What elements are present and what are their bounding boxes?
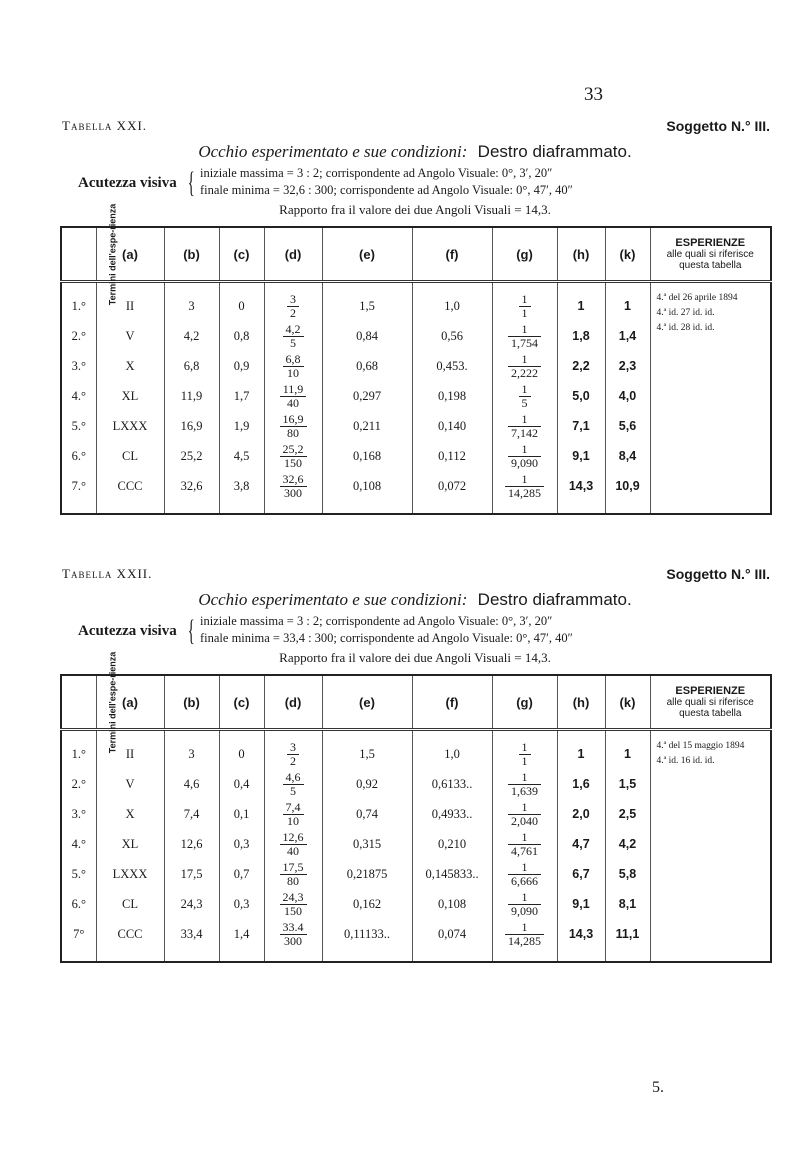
cell-g	[492, 829, 557, 859]
numerator: 1	[521, 291, 528, 306]
cell-termine: 4.°	[71, 836, 86, 851]
cell-e: 0,297	[322, 381, 412, 411]
cell-f: 1,0	[412, 730, 492, 770]
denominator: 9,090	[508, 904, 541, 918]
fraction	[283, 801, 304, 828]
title-bold: Destro diaframmato.	[477, 590, 632, 609]
denominator: 4,761	[508, 844, 541, 858]
fraction	[508, 891, 541, 918]
cell-e: 0,108	[322, 471, 412, 514]
cell-c: 0,4	[219, 769, 264, 799]
cell-c: 0,3	[219, 829, 264, 859]
col-g: (g)	[492, 227, 557, 282]
denominator: 1,639	[508, 784, 541, 798]
denominator: 300	[280, 934, 307, 948]
cell-g	[492, 351, 557, 381]
cell-termine: 2.°	[71, 328, 86, 343]
cell-d	[264, 769, 322, 799]
fraction	[508, 353, 541, 380]
cell-c: 0,7	[219, 859, 264, 889]
cell-a: II	[96, 730, 164, 770]
cell-b: 7,4	[164, 799, 219, 829]
fraction	[508, 771, 541, 798]
numerator: 1	[521, 411, 528, 426]
cell-b: 24,3	[164, 889, 219, 919]
col-termini: Termini dell'espe-rienza	[61, 227, 96, 282]
cell-e: 0,74	[322, 799, 412, 829]
cell-e: 0,92	[322, 769, 412, 799]
subject-label: Soggetto N.° III.	[666, 566, 770, 582]
fraction	[287, 741, 299, 768]
cell-d	[264, 889, 322, 919]
cell-c: 0	[219, 282, 264, 322]
cell-k: 2,5	[605, 799, 650, 829]
cell-k: 4,0	[605, 381, 650, 411]
denominator: 1	[519, 754, 531, 768]
fraction	[280, 831, 307, 858]
cell-termine: 1.°	[71, 298, 86, 313]
title-bold: Destro diaframmato.	[477, 142, 632, 161]
subject-label: Soggetto N.° III.	[666, 118, 770, 134]
title-italic: Occhio esperimentato e sue condizioni:	[198, 590, 468, 609]
cell-b: 12,6	[164, 829, 219, 859]
cell-k: 8,1	[605, 889, 650, 919]
fraction	[280, 443, 307, 470]
cell-termine: 1.°	[71, 746, 86, 761]
numerator: 4,6	[285, 769, 301, 784]
col-termini: Termini dell'espe-rienza	[61, 675, 96, 730]
cell-termine: 4.°	[71, 388, 86, 403]
cell-g	[492, 730, 557, 770]
denominator: 150	[280, 904, 307, 918]
cell-c: 0,9	[219, 351, 264, 381]
cell-termine: 6.°	[71, 896, 86, 911]
numerator: 32,6	[282, 471, 304, 486]
fraction	[280, 921, 307, 948]
page-number: 33	[584, 84, 603, 105]
cell-f: 0,6133..	[412, 769, 492, 799]
cell-b: 11,9	[164, 381, 219, 411]
cell-d	[264, 859, 322, 889]
fraction	[283, 771, 304, 798]
cell-k: 11,1	[605, 919, 650, 962]
col-g: (g)	[492, 675, 557, 730]
denominator: 14,285	[505, 934, 544, 948]
cell-termine: 3.°	[71, 806, 86, 821]
denominator: 5	[519, 396, 531, 410]
acuity-label: Acutezza visiva	[78, 623, 177, 639]
fraction	[280, 383, 307, 410]
cell-a: LXXX	[96, 411, 164, 441]
col-k: (k)	[605, 675, 650, 730]
cell-b: 3	[164, 730, 219, 770]
table-section-xxii	[60, 566, 770, 963]
denominator: 14,285	[505, 486, 544, 500]
cell-e: 0,315	[322, 829, 412, 859]
esperienze-sub: alle quali si riferisce questa tabella	[666, 696, 754, 719]
cell-d	[264, 351, 322, 381]
col-f: (f)	[412, 675, 492, 730]
numerator: 1	[521, 739, 528, 754]
cell-b: 16,9	[164, 411, 219, 441]
col-c: (c)	[219, 227, 264, 282]
cell-a: CL	[96, 889, 164, 919]
denominator: 300	[280, 486, 307, 500]
numerator: 1	[521, 381, 528, 396]
col-d: (d)	[264, 227, 322, 282]
cell-d	[264, 919, 322, 962]
cell-f: 0,140	[412, 411, 492, 441]
experience-entry: 4.ª del 15 maggio 1894	[656, 741, 745, 751]
cell-h: 1,8	[557, 321, 605, 351]
cell-b: 17,5	[164, 859, 219, 889]
col-c: (c)	[219, 675, 264, 730]
cell-a: CCC	[96, 471, 164, 514]
col-esperienze	[650, 675, 771, 730]
cell-d	[264, 799, 322, 829]
ratio-line: Rapporto fra il valore dei due Angoli Visuali = 14,3.	[279, 202, 551, 217]
cell-b: 25,2	[164, 441, 219, 471]
cell-termine: 7°	[73, 926, 85, 941]
col-b: (b)	[164, 675, 219, 730]
cell-g	[492, 919, 557, 962]
table-row	[61, 282, 771, 322]
denominator: 5	[283, 784, 304, 798]
experience-entry: 4.ª id. 16 id. id.	[656, 756, 715, 766]
denominator: 2,222	[508, 366, 541, 380]
table-label: Tabella XXII.	[62, 566, 153, 581]
cell-g	[492, 769, 557, 799]
cell-d	[264, 411, 322, 441]
cell-e: 0,21875	[322, 859, 412, 889]
acuity-final: finale minima = 33,4 : 300; corrispondente ad Angolo Visuale: 0°, 47′, 40″	[200, 631, 573, 645]
cell-a: V	[96, 321, 164, 351]
fraction	[287, 293, 299, 320]
numerator: 3	[290, 739, 296, 754]
cell-termine: 6.°	[71, 448, 86, 463]
cell-termine: 5.°	[71, 866, 86, 881]
cell-termine: 2.°	[71, 776, 86, 791]
cell-g	[492, 441, 557, 471]
denominator: 6,666	[508, 874, 541, 888]
cell-h: 2,2	[557, 351, 605, 381]
cell-d	[264, 321, 322, 351]
cell-g	[492, 321, 557, 351]
cell-a: LXXX	[96, 859, 164, 889]
col-b: (b)	[164, 227, 219, 282]
cell-a: CL	[96, 441, 164, 471]
cell-a: V	[96, 769, 164, 799]
numerator: 17,5	[282, 859, 304, 874]
cell-b: 4,2	[164, 321, 219, 351]
brace-glyph: {	[187, 166, 195, 199]
numerator: 1	[521, 859, 528, 874]
cell-g	[492, 381, 557, 411]
fraction	[508, 413, 541, 440]
col-h: (h)	[557, 227, 605, 282]
cell-f: 0,56	[412, 321, 492, 351]
numerator: 7,4	[285, 799, 301, 814]
numerator: 25,2	[282, 441, 304, 456]
col-a: (a)	[96, 675, 164, 730]
fraction	[519, 741, 531, 768]
fraction	[505, 921, 544, 948]
cell-f: 0,112	[412, 441, 492, 471]
fraction	[508, 443, 541, 470]
numerator: 6,8	[285, 351, 301, 366]
cell-k: 10,9	[605, 471, 650, 514]
cell-c: 1,7	[219, 381, 264, 411]
cell-h: 5,0	[557, 381, 605, 411]
col-esperienze	[650, 227, 771, 282]
cell-d	[264, 381, 322, 411]
cell-e: 0,168	[322, 441, 412, 471]
cell-d	[264, 282, 322, 322]
cell-f: 0,072	[412, 471, 492, 514]
cell-f: 0,210	[412, 829, 492, 859]
cell-e: 0,162	[322, 889, 412, 919]
cell-h: 1	[557, 730, 605, 770]
denominator: 2,040	[508, 814, 541, 828]
cell-e: 0,68	[322, 351, 412, 381]
cell-b: 4,6	[164, 769, 219, 799]
col-f: (f)	[412, 227, 492, 282]
acuity-initial: iniziale massima = 3 : 2; corrispondente ad Angolo Visuale: 0°, 3′, 20″	[200, 166, 553, 180]
cell-g	[492, 282, 557, 322]
cell-e: 1,5	[322, 730, 412, 770]
denominator: 2	[287, 754, 299, 768]
fraction	[508, 861, 541, 888]
denominator: 10	[283, 366, 304, 380]
cell-c: 0,1	[219, 799, 264, 829]
cell-k: 1,5	[605, 769, 650, 799]
cell-f: 0,4933..	[412, 799, 492, 829]
cell-h: 7,1	[557, 411, 605, 441]
cell-d	[264, 441, 322, 471]
esperienze-title: ESPERIENZE	[675, 236, 746, 249]
fraction	[280, 861, 307, 888]
numerator: 1	[521, 829, 528, 844]
denominator: 80	[280, 874, 307, 888]
col-a: (a)	[96, 227, 164, 282]
cell-esperienze	[650, 282, 771, 515]
cell-d	[264, 471, 322, 514]
numerator: 1	[521, 471, 528, 486]
cell-termine: 7.°	[71, 478, 86, 493]
denominator: 2	[287, 306, 299, 320]
cell-d	[264, 829, 322, 859]
col-e: (e)	[322, 227, 412, 282]
cell-g	[492, 859, 557, 889]
numerator: 1	[521, 919, 528, 934]
numerator: 1	[521, 441, 528, 456]
cell-k: 5,6	[605, 411, 650, 441]
cell-c: 1,4	[219, 919, 264, 962]
cell-h: 4,7	[557, 829, 605, 859]
cell-g	[492, 471, 557, 514]
cell-k: 4,2	[605, 829, 650, 859]
cell-c: 4,5	[219, 441, 264, 471]
denominator: 5	[283, 336, 304, 350]
cell-k: 8,4	[605, 441, 650, 471]
cell-g	[492, 411, 557, 441]
cell-k: 5,8	[605, 859, 650, 889]
fraction	[283, 353, 304, 380]
cell-a: X	[96, 799, 164, 829]
numerator: 1	[521, 769, 528, 784]
numerator: 1	[521, 321, 528, 336]
cell-e: 0,11133..	[322, 919, 412, 962]
experience-entry: 4.ª del 26 aprile 1894	[656, 293, 738, 303]
experience-entry: 4.ª id. 27 id. id.	[656, 308, 715, 318]
cell-h: 14,3	[557, 471, 605, 514]
cell-d	[264, 730, 322, 770]
numerator: 11,9	[282, 381, 304, 396]
title-italic: Occhio esperimentato e sue condizioni:	[198, 142, 468, 161]
acuity-block	[60, 614, 770, 650]
fraction	[505, 473, 544, 500]
numerator: 1	[521, 799, 528, 814]
cell-f: 0,453.	[412, 351, 492, 381]
denominator: 40	[280, 396, 307, 410]
experience-entry: 4.ª id. 28 id. id.	[656, 323, 715, 333]
denominator: 10	[283, 814, 304, 828]
denominator: 7,142	[508, 426, 541, 440]
fraction	[519, 383, 531, 410]
cell-k: 1	[605, 730, 650, 770]
cell-c: 1,9	[219, 411, 264, 441]
denominator: 1,754	[508, 336, 541, 350]
numerator: 3	[290, 291, 296, 306]
cell-f: 0,145833..	[412, 859, 492, 889]
cell-a: CCC	[96, 919, 164, 962]
fraction	[283, 323, 304, 350]
table-title	[60, 142, 770, 162]
cell-f: 0,074	[412, 919, 492, 962]
denominator: 80	[280, 426, 307, 440]
cell-h: 9,1	[557, 889, 605, 919]
cell-h: 9,1	[557, 441, 605, 471]
esperienze-title: ESPERIENZE	[675, 684, 746, 697]
denominator: 1	[519, 306, 531, 320]
numerator: 24,3	[282, 889, 304, 904]
cell-b: 6,8	[164, 351, 219, 381]
numerator: 16,9	[282, 411, 304, 426]
numerator: 33.4	[282, 919, 304, 934]
cell-f: 0,108	[412, 889, 492, 919]
fraction	[519, 293, 531, 320]
fraction	[508, 801, 541, 828]
denominator: 9,090	[508, 456, 541, 470]
signature-mark: 5.	[652, 1079, 664, 1096]
esperienze-sub: alle quali si riferisce questa tabella	[666, 248, 754, 271]
cell-k: 2,3	[605, 351, 650, 381]
acuity-initial: iniziale massima = 3 : 2; corrispondente ad Angolo Visuale: 0°, 3′, 20″	[200, 614, 553, 628]
cell-b: 3	[164, 282, 219, 322]
col-k: (k)	[605, 227, 650, 282]
numerator: 1	[521, 889, 528, 904]
cell-f: 0,198	[412, 381, 492, 411]
fraction	[280, 413, 307, 440]
cell-e: 1,5	[322, 282, 412, 322]
cell-k: 1	[605, 282, 650, 322]
table-row	[61, 730, 771, 770]
cell-g	[492, 799, 557, 829]
col-d: (d)	[264, 675, 322, 730]
numerator: 1	[521, 351, 528, 366]
cell-h: 2,0	[557, 799, 605, 829]
fraction	[508, 323, 541, 350]
acuity-label: Acutezza visiva	[78, 175, 177, 191]
fraction	[280, 473, 307, 500]
cell-termine: 3.°	[71, 358, 86, 373]
cell-e: 0,84	[322, 321, 412, 351]
col-h: (h)	[557, 675, 605, 730]
cell-b: 33,4	[164, 919, 219, 962]
table-title	[60, 590, 770, 610]
cell-a: XL	[96, 829, 164, 859]
acuity-final: finale minima = 32,6 : 300; corrispondente ad Angolo Visuale: 0°, 47′, 40″	[200, 183, 573, 197]
ratio-line: Rapporto fra il valore dei due Angoli Visuali = 14,3.	[279, 650, 551, 665]
brace-glyph: {	[187, 614, 195, 647]
numerator: 4,2	[285, 321, 301, 336]
cell-esperienze	[650, 730, 771, 963]
cell-h: 1	[557, 282, 605, 322]
cell-g	[492, 889, 557, 919]
cell-k: 1,4	[605, 321, 650, 351]
table-section-xxi	[60, 118, 770, 515]
cell-termine: 5.°	[71, 418, 86, 433]
cell-h: 6,7	[557, 859, 605, 889]
table-label: Tabella XXI.	[62, 118, 148, 133]
cell-h: 14,3	[557, 919, 605, 962]
fraction	[280, 891, 307, 918]
cell-c: 3,8	[219, 471, 264, 514]
cell-a: X	[96, 351, 164, 381]
cell-f: 1,0	[412, 282, 492, 322]
cell-e: 0,211	[322, 411, 412, 441]
denominator: 40	[280, 844, 307, 858]
cell-c: 0,3	[219, 889, 264, 919]
cell-c: 0,8	[219, 321, 264, 351]
cell-a: XL	[96, 381, 164, 411]
cell-h: 1,6	[557, 769, 605, 799]
fraction	[508, 831, 541, 858]
denominator: 150	[280, 456, 307, 470]
cell-a: II	[96, 282, 164, 322]
numerator: 12,6	[282, 829, 304, 844]
cell-b: 32,6	[164, 471, 219, 514]
cell-c: 0	[219, 730, 264, 770]
col-e: (e)	[322, 675, 412, 730]
acuity-block	[60, 166, 770, 202]
